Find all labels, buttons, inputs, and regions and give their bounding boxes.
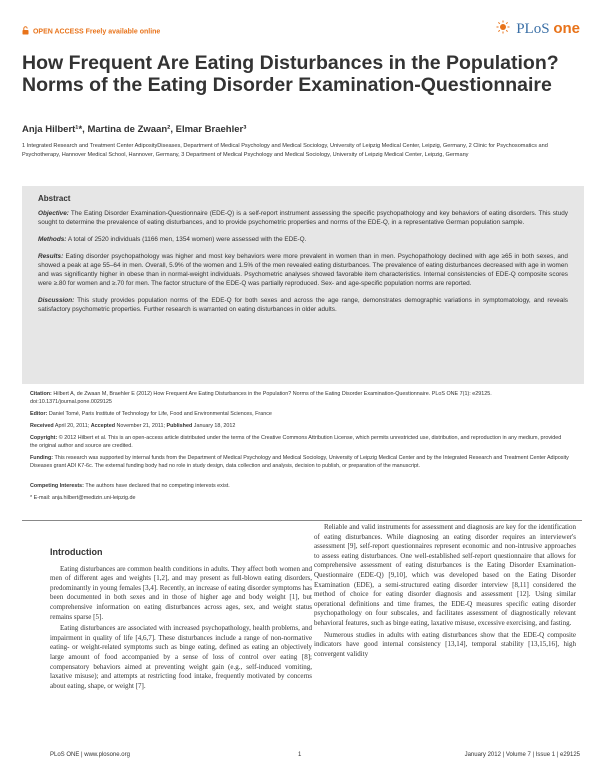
methods-text: A total of 2520 individuals (1166 men, 1354 women) were assessed with the EDE-Q.: [66, 236, 307, 243]
competing-interests: [30, 482, 570, 490]
received-date: April 20, 2011;: [53, 423, 91, 429]
footer-journal: PLoS ONE | www.plosone.org: [50, 752, 130, 758]
citation: [30, 390, 570, 406]
citation-text: Hilbert A, de Zwaan M, Braehler E (2012) How Frequent Are Eating Disturbances in the Population? Norms of the Eating Disorder Examination-Questionnaire. PLoS ONE 7(1): e29125. doi:10.1371/journal.pone.0029125: [30, 391, 492, 405]
copyright-text: © 2012 Hilbert et al. This is an open-access article distributed under the terms of the Creative Commons Attribution License, which permits unrestricted use, distribution, and reproduction in any medium, provided the original author and source are credited.: [30, 435, 562, 449]
editor: [30, 410, 570, 418]
open-access-banner: [22, 26, 160, 37]
copyright: [30, 434, 570, 450]
plos-wordmark: PLoS: [516, 21, 550, 37]
methods-label: Methods:: [38, 236, 67, 243]
page-number: 1: [298, 752, 302, 758]
left-column: [50, 548, 312, 693]
intro-paragraph-1: Eating disturbances are common health conditions in adults. They affect both women and men of different ages and weights [1,2], and may present as full-blown eating disorders, predominantly in young females [3,4]. Recently, an increase of eating disorder symptoms has been documented in both sexes and in those of higher age and body weight [1], but comprehensive information on eating disturbances across ages, sex, and weight status remains sparse [5].: [50, 564, 312, 621]
divider: [22, 520, 582, 521]
introduction-heading: Introduction: [50, 547, 103, 557]
citation-label: Citation:: [30, 391, 52, 397]
author-list: Anja Hilbert¹*, Martina de Zwaan², Elmar Braehler³: [22, 124, 247, 135]
intro-paragraph-3: Reliable and valid instruments for assessment and diagnosis are key for the identification of eating disturbances. While diagnosing an eating disorder requires an interviewer's assessment [9], self-report questionnaires represent economic and non-intrusive approaches to assess eating disturbances. One well-established self-report questionnaire that allows for comprehensive assessment of eating disturbances is the Eating Disorder Examination-Questionnaire (EDE-Q) [9,10], which was developed based on the Eating Disorder Examination (EDE), a semi-structured eating disorder interview [8,11] considered the method of choice for eating disorder diagnosis and assessment [12]. Using similar operational definitions and time frames, the EDE-Q measures specific eating disorder psychopathology on four subscales, and facilitates assessment of diagnostically relevant behavioral features, such as binge eating, laxative misuse, excessive exercising, and fasting.: [314, 523, 576, 627]
abstract-heading: Abstract: [38, 194, 71, 203]
objective-text: The Eating Disorder Examination-Questionnaire (EDE-Q) is a self-report instrument assessing the specific psychopathology and key behaviors of eating disorders. This study sought to determine the prevalence of eating disturbances, and to provide psychometric properties and norms of the EDE-Q, in a representative German population sample.: [38, 210, 568, 226]
discussion-label: Discussion:: [38, 297, 75, 304]
right-column: [314, 523, 576, 661]
published-date: January 18, 2012: [192, 423, 236, 429]
editor-text: Daniel Tomé, Paris Institute of Technology for Life, Food and Environmental Sciences, France: [47, 411, 272, 417]
abstract-results: [38, 252, 568, 288]
funding-text: This research was supported by internal funds from the Department of Medical Psychology and Medical Sociology, University of Leipzig Medical Center and by the Integrated Research and Treatment Center Adiposity Diseases grant ADI K7-6c. The external funding body had no role in study design, data collection and analysis, decision to publish, or preparation of the manuscript.: [30, 455, 569, 469]
article-title: How Frequent Are Eating Disturbances in the Population? Norms of the Eating Disorder Examination-Questionnaire: [22, 52, 559, 96]
objective-label: Objective:: [38, 210, 69, 217]
footer-issue: January 2012 | Volume 7 | Issue 1 | e29125: [464, 752, 580, 758]
dates: [30, 422, 570, 430]
intro-paragraph-2: Eating disturbances are associated with increased psychopathology, health problems, and impairment in quality of life [4,6,7]. These disturbances include a range of non-normative eating- or weight-related symptoms such as binge eating, defined as eating an objectively large amount of food accompanied by a sense of loss of control over eating [8]; compensatory behaviors aimed at preventing weight gain (e.g., self-induced vomiting, laxative misuse); and attempts at restricting food intake, frequently motivated by concerns about eating, shape, or weight [7].: [50, 624, 312, 690]
discussion-text: This study provides population norms of the EDE-Q for both sexes and across the age range, demonstrates demographic variations in symptomatology, and reveals satisfactory psychometric properties. Further research is warranted on eating disturbances in older adults.: [38, 297, 568, 313]
received-label: Received: [30, 423, 54, 429]
free-available-label: Freely available online: [85, 28, 161, 36]
results-text: Eating disorder psychopathology was higher and most key behaviors were more prevalent in women than in men. Psychopathology declined with age ≥65 in both sexes, and showed a peak at age 55–64 in men. Overall, 5.9% of the women and 1.5% of the men revealed eating disturbances. The prevalence of eating disturbances decreased with age in women and was significantly higher in obese than in normal-weight individuals. Psychometric analyses showed favorable item characteristics. Internal consistencies of EDE-Q composite scores were ≥.80 for women and ≥.70 for men. The factor structure of the EDE-Q was partially reproduced. Sex- and age-specific population norms are reported.: [38, 253, 568, 287]
plos-sun-icon: [496, 20, 510, 39]
abstract-discussion: [38, 296, 568, 314]
accepted-label: Accepted: [90, 423, 116, 429]
funding: [30, 454, 570, 470]
abstract-objective: [38, 209, 568, 227]
access-label: ACCESS: [54, 28, 84, 36]
funding-label: Funding:: [30, 455, 54, 461]
intro-paragraph-4: Numerous studies in adults with eating disturbances show that the EDE-Q composite indicators have good internal consistency [13,14], temporal stability [13,15,16], high convergent validity: [314, 630, 576, 658]
competing-label: Competing Interests:: [30, 483, 84, 489]
open-access-lock-icon: [22, 26, 29, 37]
abstract-box: [22, 186, 584, 384]
editor-label: Editor:: [30, 411, 48, 417]
results-label: Results:: [38, 253, 64, 260]
plos-one-logo: [496, 20, 580, 39]
copyright-label: Copyright:: [30, 435, 58, 441]
email: * E-mail: anja.hilbert@medizin.uni-leipzig.de: [30, 495, 136, 501]
abstract-methods: [38, 235, 568, 244]
affiliations: 1 Integrated Research and Treatment Center AdiposityDiseases, Department of Medical Psychology and Medical Sociology, University of Leipzig Medical Center, Leipzig, Germany, 2 Clinic for Psychosomatics and Psychotherapy, Hannover Medical School, Hannover, Germany, 3 Department of Medical Psychology and Medical Sociology, University of Leipzig Medical Center, Leipzig, Germany: [22, 143, 548, 158]
published-label: Published: [166, 423, 193, 429]
open-access-label: OPEN: [32, 28, 53, 36]
accepted-date: November 21, 2011;: [115, 423, 167, 429]
competing-text: The authors have declared that no competing interests exist.: [83, 483, 230, 489]
one-wordmark: one: [553, 20, 580, 37]
